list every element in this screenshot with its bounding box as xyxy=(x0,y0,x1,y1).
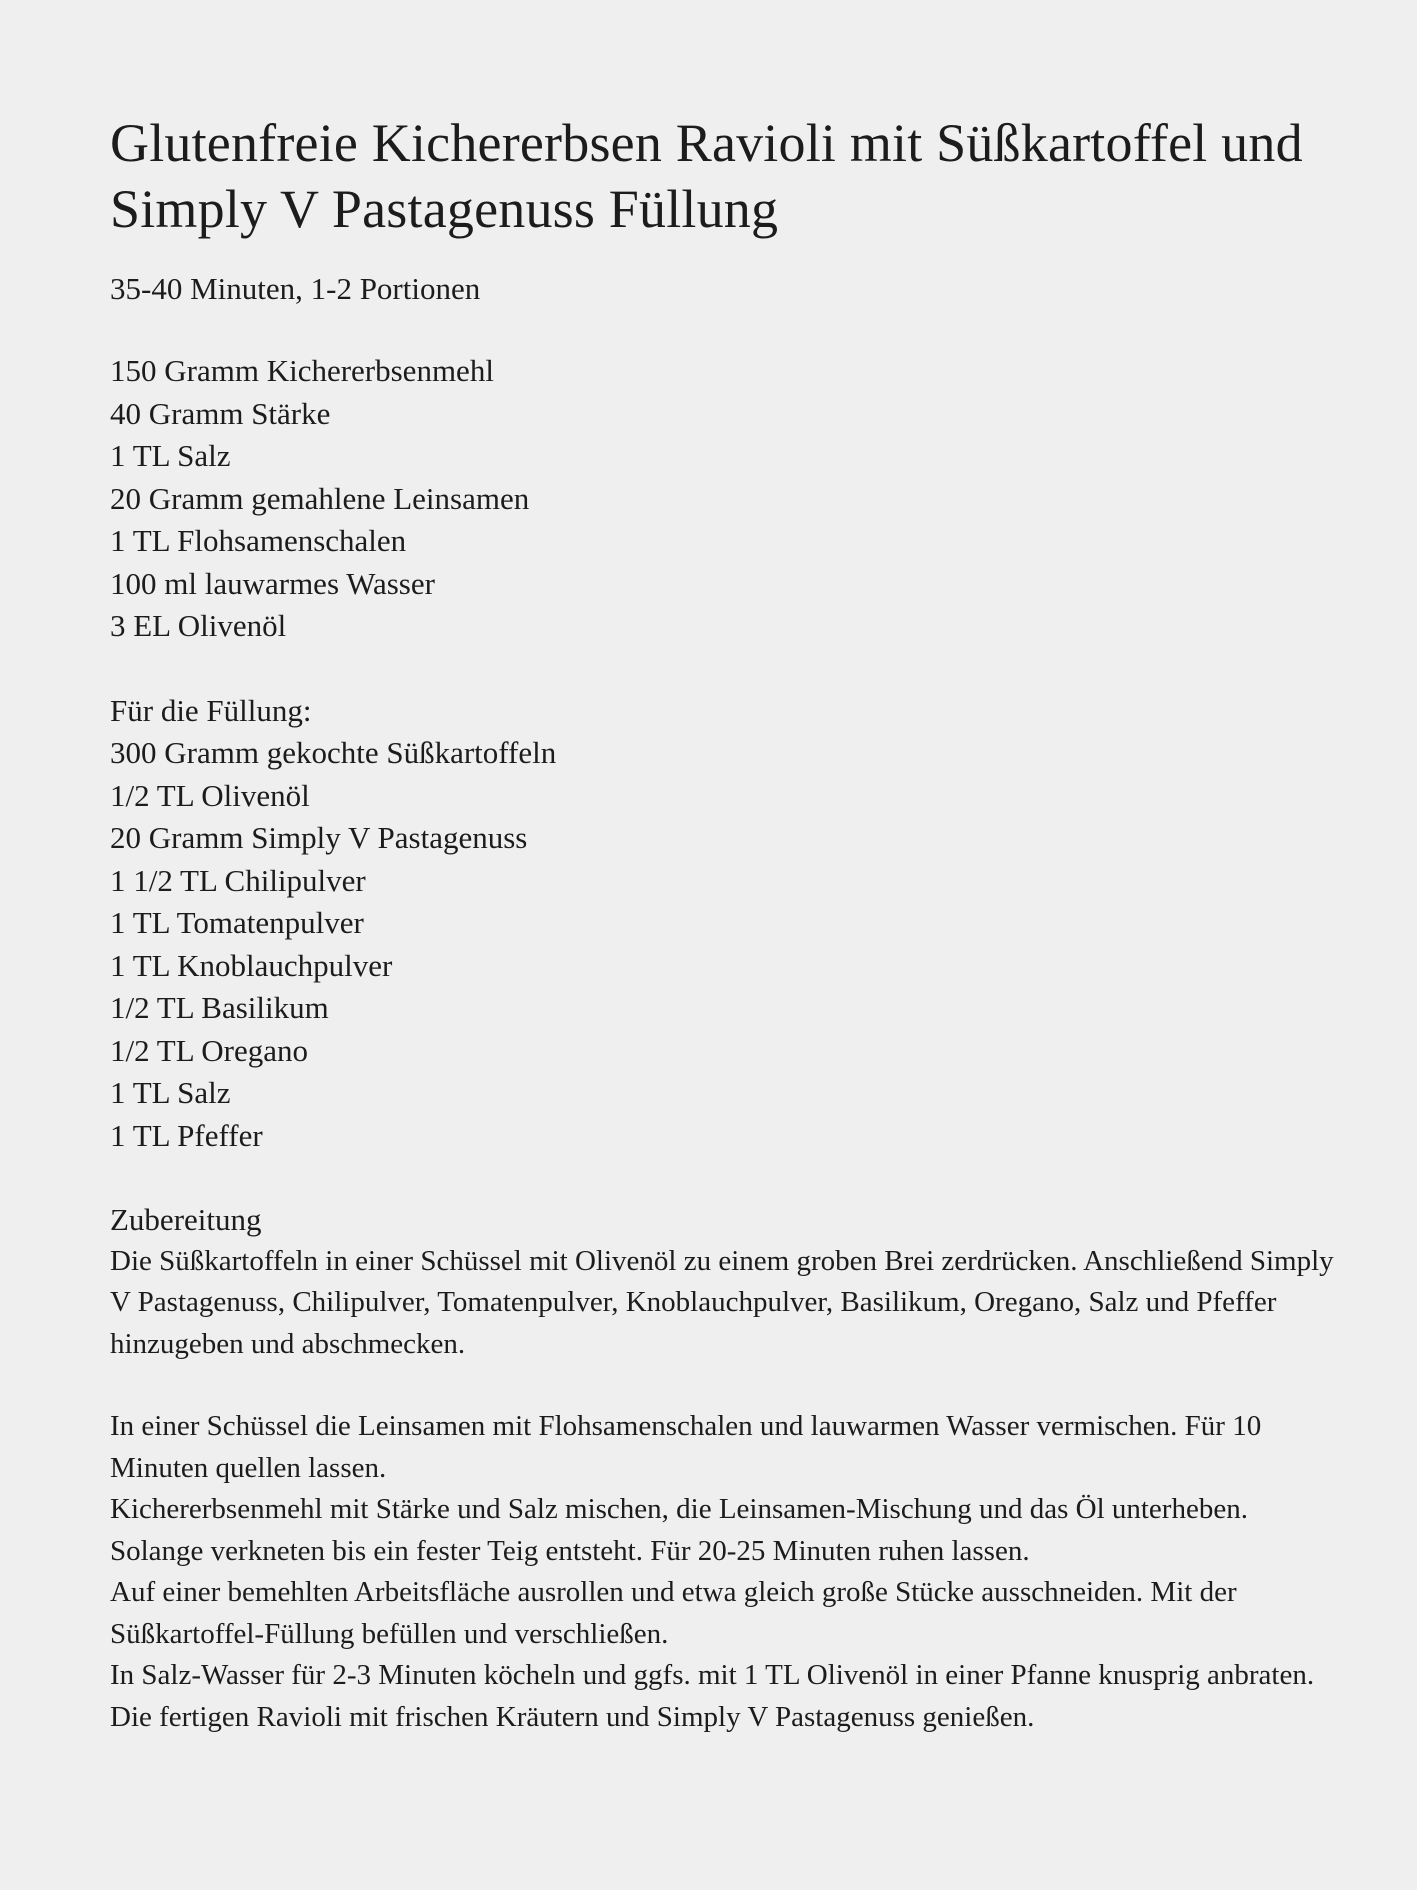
filling-item: 1/2 TL Olivenöl xyxy=(110,777,310,813)
preparation-paragraph: Die fertigen Ravioli mit frischen Kräutern und Simply V Pastagenuss genießen. xyxy=(110,1700,1035,1733)
ingredient-item: 20 Gramm gemahlene Leinsamen xyxy=(110,480,530,516)
filling-item: 300 Gramm gekochte Süßkartoffeln xyxy=(110,735,557,770)
ingredient-item: 100 ml lauwarmes Wasser xyxy=(110,565,435,601)
preparation-heading: Zubereitung xyxy=(110,1202,262,1237)
ingredient-item: 1 TL Flohsamenschalen xyxy=(110,523,407,558)
filling-item: 1 TL Salz xyxy=(110,1075,231,1110)
filling-item: 1/2 TL Oregano xyxy=(110,1032,309,1068)
filling-item: 1 TL Tomatenpulver xyxy=(110,905,364,940)
ingredient-item: 40 Gramm Stärke xyxy=(110,395,331,431)
filling-item: 1 1/2 TL Chilipulver xyxy=(110,862,366,898)
ingredient-item: 1 TL Salz xyxy=(110,438,231,473)
filling-item: 1 TL Pfeffer xyxy=(110,1117,263,1153)
ingredient-item: 150 Gramm Kichererbsenmehl xyxy=(110,353,494,388)
preparation-filling-step xyxy=(110,1241,1347,1366)
filling-heading: Für die Füllung: xyxy=(110,692,312,728)
recipe-meta: 35-40 Minuten, 1-2 Portionen xyxy=(110,271,481,306)
filling-ingredients-list xyxy=(110,732,1347,1157)
filling-item: 20 Gramm Simply V Pastagenuss xyxy=(110,820,528,855)
dough-ingredients-list xyxy=(110,350,1347,648)
preparation-paragraph: Die Süßkartoffeln in einer Schüssel mit Olivenöl zu einem groben Brei zerdrücken. Anschließend Simply V Pastagenuss, Chilipulver, Tomatenpulver, Knoblauchpulver, Basilikum, Oregano, Salz und Pfeffer hinzugeben und abschmecken. xyxy=(110,1244,1334,1360)
preparation-paragraph: Kichererbsenmehl mit Stärke und Salz mischen, die Leinsamen-Mischung und das Öl unterheben. Solange verkneten bis ein fester Teig entsteht. Für 20-25 Minuten ruhen lassen. xyxy=(110,1493,1248,1567)
filling-item: 1 TL Knoblauchpulver xyxy=(110,947,393,983)
ingredient-item: 3 EL Olivenöl xyxy=(110,608,287,643)
preparation-dough-steps xyxy=(110,1406,1347,1738)
preparation-paragraph: In Salz-Wasser für 2-3 Minuten köcheln und ggfs. mit 1 TL Olivenöl in einer Pfanne knusprig anbraten. xyxy=(110,1659,1315,1691)
recipe-title: Glutenfreie Kichererbsen Ravioli mit Süßkartoffel und Simply V Pastagenuss Füllung xyxy=(110,113,1303,239)
preparation-paragraph: In einer Schüssel die Leinsamen mit Flohsamenschalen und lauwarmen Wasser vermischen. Für 10 Minuten quellen lassen. xyxy=(110,1410,1262,1484)
filling-item: 1/2 TL Basilikum xyxy=(110,990,329,1025)
preparation-paragraph: Auf einer bemehlten Arbeitsfläche ausrollen und etwa gleich große Stücke ausschneiden. Mit der Süßkartoffel-Füllung befüllen und verschließen. xyxy=(110,1576,1237,1650)
